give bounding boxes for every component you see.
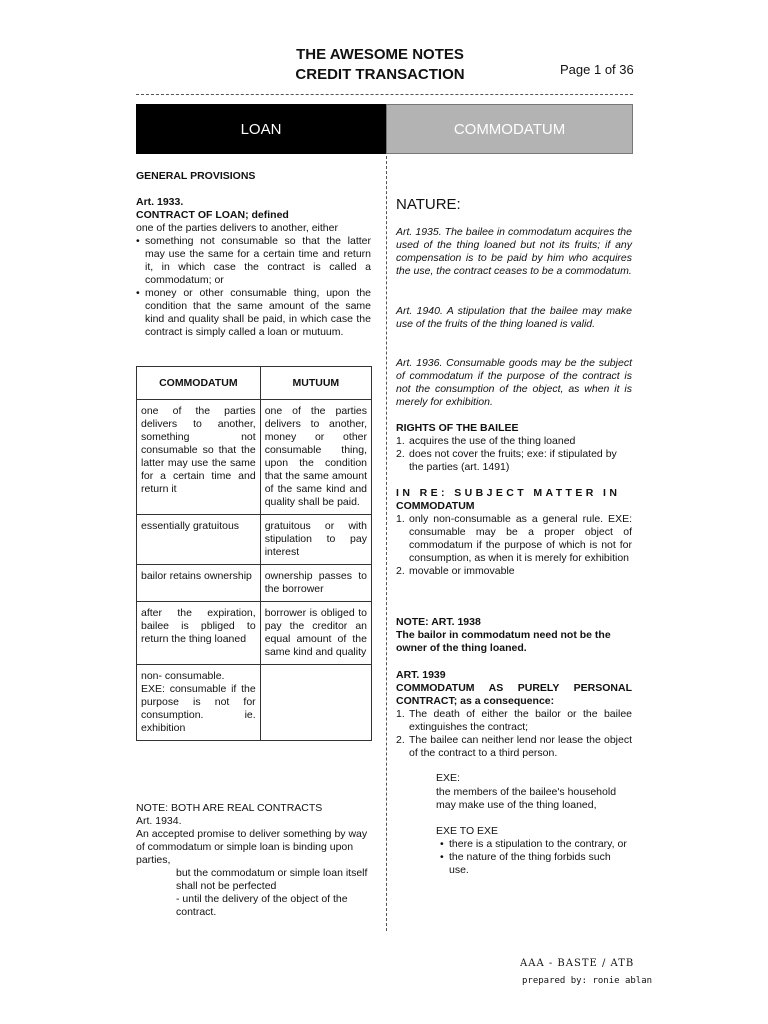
list-item: 1. only non-consumable as a general rule. EXE: consumable may be a proper object of commodatum if the purpose of which is not for consumption, as when it is merely for exhibition: [396, 513, 632, 564]
table-cell: after the expiration, bailee is pbliged to return the thing loaned: [137, 602, 261, 665]
art1933-number: Art. 1933.: [136, 196, 184, 208]
list-item: • money or other consumable thing, upon the condition that the same amount of the same kind and quality shall be paid, in which case the contract is simply called a loan or mutuum.: [136, 287, 371, 339]
exe-to-exe-list: [440, 838, 632, 877]
art1936-text: Art. 1936. Consumable goods may be the subject of commodatum if the purpose of the contract is not the consumption of the object, as when it is merely for exhibition.: [396, 357, 632, 408]
inre-heading: IN RE: SUBJECT MATTER IN: [396, 487, 621, 499]
table-row: [137, 515, 372, 565]
table-cell: one of the parties delivers to another, something not consumable so that the latter may use the same for a certain time and return it: [137, 400, 261, 515]
table-header: MUTUUM: [260, 367, 371, 400]
list-item-text: The bailee can neither lend nor lease the object of the contract to a third person.: [409, 734, 632, 759]
table-cell: borrower is obliged to pay the creditor an equal amount of the same kind and quality: [260, 602, 371, 665]
exe-label: EXE:: [436, 772, 460, 784]
header-divider: [136, 94, 633, 95]
inre-list: [396, 513, 632, 578]
footer-author: prepared by: ronie ablan: [522, 976, 653, 986]
list-item-text: movable or immovable: [409, 565, 515, 577]
list-item: 2. movable or immovable: [396, 565, 515, 577]
list-item: 1. The death of either the bailor or the bailee extinguishes the contract;: [396, 708, 632, 733]
table-row: [137, 602, 372, 665]
list-item-text: The death of either the bailor or the bailee extinguishes the contract;: [409, 708, 632, 733]
art1934-number: Art. 1934.: [136, 815, 182, 827]
loan-band: [136, 104, 386, 154]
art1939-number: ART. 1939: [396, 669, 446, 681]
art1933-intro: one of the parties delivers to another, either: [136, 222, 338, 234]
rights-heading: RIGHTS OF THE BAILEE: [396, 422, 519, 434]
list-item-text: does not cover the fruits; exe: if stipulated by the parties (art. 1491): [409, 448, 617, 473]
table-row: [137, 665, 372, 741]
art1939-list: [396, 708, 632, 760]
footer-credits: AAA - BASTE / ATB: [520, 958, 635, 969]
list-item: • something not consumable so that the latter may use the same for a certain time and return it, in which case the contract is called a commodatum; or: [136, 235, 371, 287]
nature-heading: NATURE:: [396, 196, 461, 213]
rights-list: [396, 435, 632, 474]
table-cell: gratuitous or with stipulation to pay interest: [260, 515, 371, 565]
column-divider: [386, 156, 387, 931]
art1934-sub1: but the commodatum or simple loan itself shall not be perfected: [176, 867, 368, 892]
table-cell: essentially gratuitous: [137, 515, 261, 565]
note1938-heading: NOTE: ART. 1938: [396, 616, 481, 628]
table-cell: [260, 665, 371, 741]
table-row: [137, 400, 372, 515]
list-item: • there is a stipulation to the contrary, or: [440, 838, 632, 851]
real-contracts-note: NOTE: BOTH ARE REAL CONTRACTS: [136, 802, 323, 814]
table-header: COMMODATUM: [137, 367, 261, 400]
art1940-text: Art. 1940. A stipulation that the bailee may make use of the fruits of the thing loaned is valid.: [396, 305, 632, 330]
doc-title-line1: THE AWESOME NOTES: [296, 46, 464, 63]
list-item: 1. acquires the use of the thing loaned: [396, 435, 576, 447]
art1934-sub2: - until the delivery of the object of the contract.: [176, 893, 348, 918]
commodatum-band: [386, 104, 633, 154]
table-header-row: [137, 367, 372, 400]
table-cell: ownership passes to the borrower: [260, 565, 371, 602]
list-item: 2. does not cover the fruits; exe: if stipulated by the parties (art. 1491): [396, 448, 617, 473]
commodatum-band-label: COMMODATUM: [453, 120, 566, 138]
note1938-text: The bailor in commodatum need not be the owner of the thing loaned.: [396, 629, 611, 654]
table-cell: one of the parties delivers to another, money or other consumable thing, upon the condition that the same amount of the same kind and quality shall be paid.: [260, 400, 371, 515]
doc-title-line2: CREDIT TRANSACTION: [295, 66, 465, 83]
art1933-bullets: [136, 235, 371, 339]
comparison-table: [136, 366, 372, 741]
inre-heading-2: COMMODATUM: [396, 500, 475, 512]
art1939-title: COMMODATUM AS PURELY PERSONAL CONTRACT; as a consequence:: [396, 682, 632, 707]
section-heading: GENERAL PROVISIONS: [136, 170, 256, 182]
art1935-text: Art. 1935. The bailee in commodatum acquires the used of the thing loaned but not its fruits; if any compensation is to be paid by him who acquires the use, the contract ceases to be a commodatum.: [396, 226, 632, 277]
table-row: [137, 565, 372, 602]
art1933-title: CONTRACT OF LOAN; defined: [136, 209, 289, 221]
table-cell: bailor retains ownership: [137, 565, 261, 602]
page-number: Page 1 of 36: [560, 62, 634, 77]
exe-to-exe-label: EXE TO EXE: [436, 825, 499, 837]
list-item: 2. The bailee can neither lend nor lease the object of the contract to a third person.: [396, 734, 632, 759]
loan-band-label: LOAN: [240, 120, 282, 138]
art1934-text: An accepted promise to deliver something by way of commodatum or simple loan is binding upon parties,: [136, 828, 368, 866]
exe-text: the members of the bailee's household may make use of the thing loaned,: [436, 786, 617, 811]
list-item-text: acquires the use of the thing loaned: [409, 435, 576, 447]
list-item: • the nature of the thing forbids such use.: [440, 851, 632, 877]
list-item-text: only non-consumable as a general rule. EXE: consumable may be a proper object of commodatum if the purpose of which is not for consumption, as when it is merely for exhibition: [409, 513, 632, 564]
table-cell: non- consumable. EXE: consumable if the purpose is not for consumption. ie. exhibition: [137, 665, 261, 741]
